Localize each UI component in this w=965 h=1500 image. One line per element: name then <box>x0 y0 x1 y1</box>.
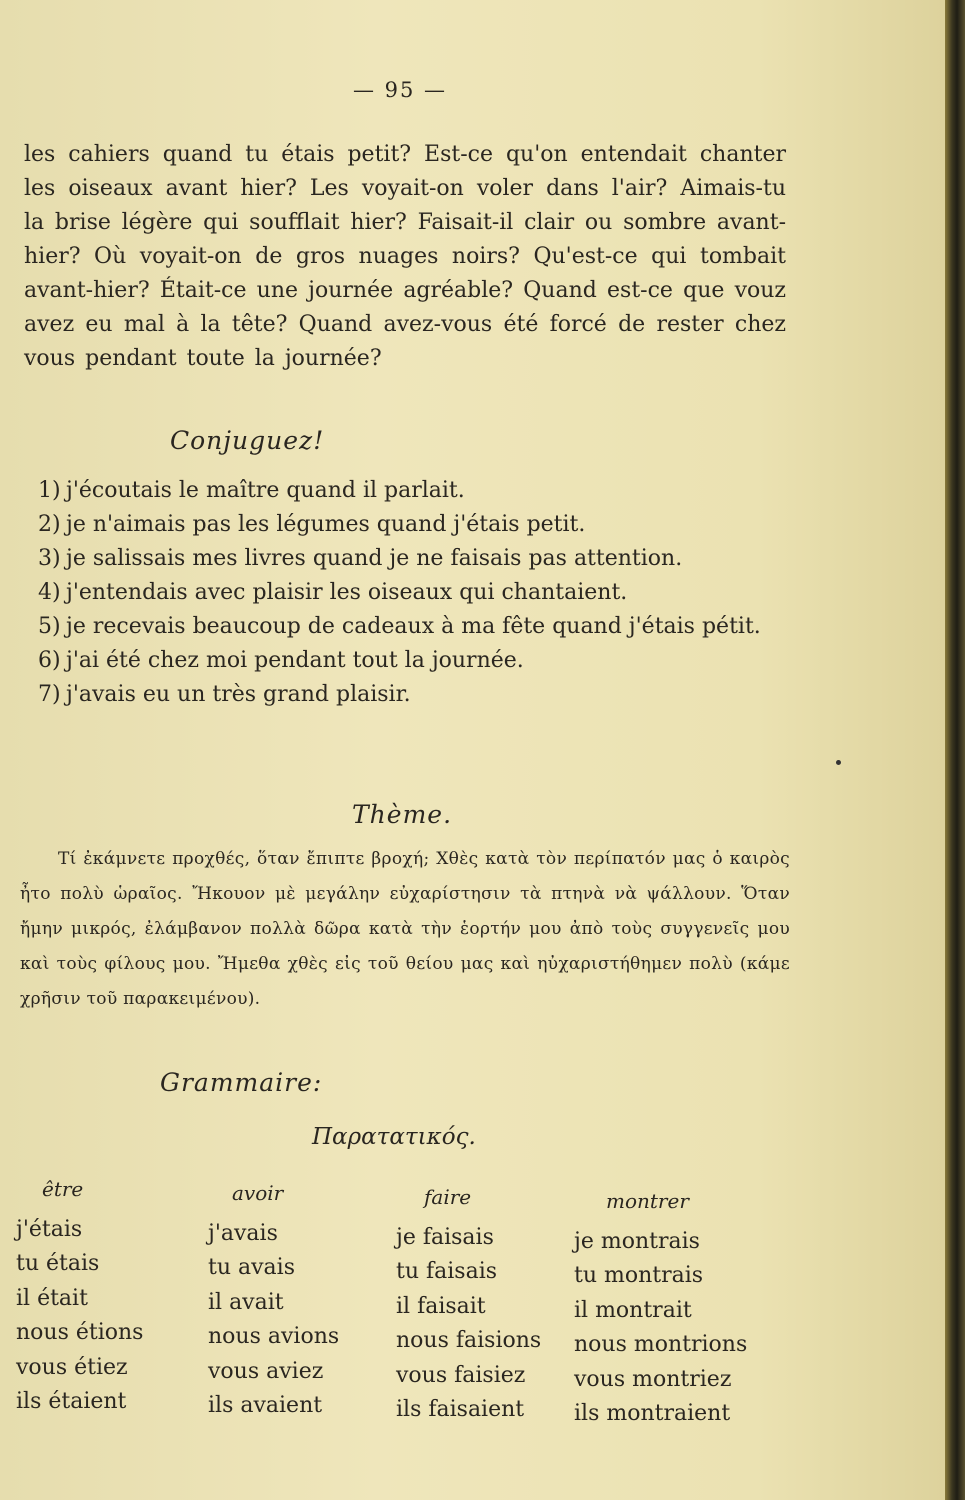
verb-form: vous faisiez <box>396 1362 526 1388</box>
column-heading: montrer <box>606 1189 689 1213</box>
verb-form: nous faisions <box>396 1328 542 1353</box>
list-item <box>38 542 798 576</box>
item-number: 6) <box>38 648 61 673</box>
verb-form: il faisait <box>396 1293 486 1319</box>
verb-form: tu faisais <box>396 1259 498 1284</box>
item-number: 4) <box>38 580 61 605</box>
list-item <box>38 474 798 508</box>
ink-speck <box>836 760 841 765</box>
verb-column-avoir <box>208 1176 339 1424</box>
verb-column-faire <box>396 1180 541 1428</box>
grammar-subheading: Παρατατικός. <box>312 1124 476 1150</box>
item-number: 7) <box>38 682 61 707</box>
verb-form: j'avais <box>208 1220 278 1246</box>
page-number: — 95 — <box>352 78 448 102</box>
verb-form: tu montrais <box>574 1263 704 1288</box>
verb-column-etre <box>16 1172 143 1420</box>
item-text: j'ai été chez moi pendant tout la journée. <box>66 648 524 673</box>
verb-form: vous aviez <box>208 1358 324 1384</box>
item-number: 5) <box>38 614 61 639</box>
verb-form: vous étiez <box>16 1354 128 1380</box>
verb-form: j'étais <box>16 1216 83 1242</box>
verb-form: vous montriez <box>574 1366 732 1392</box>
verb-form: ils faisaient <box>396 1397 525 1422</box>
verb-form: nous montrions <box>574 1332 748 1357</box>
column-heading: être <box>42 1177 84 1201</box>
conjugation-list <box>38 474 798 712</box>
verb-form: il était <box>16 1285 88 1311</box>
verb-form: nous étions <box>16 1320 144 1345</box>
verb-form: nous avions <box>208 1324 340 1349</box>
verb-form: tu avais <box>208 1255 295 1280</box>
verb-form: il avait <box>208 1289 284 1315</box>
verb-column-montrer <box>574 1184 747 1432</box>
item-text: j'avais eu un très grand plaisir. <box>66 682 411 707</box>
list-item <box>38 678 798 712</box>
book-spine <box>945 0 965 1500</box>
item-text: je n'aimais pas les légumes quand j'étais petit. <box>66 512 586 537</box>
verb-form: ils étaient <box>16 1389 127 1414</box>
item-text: j'entendais avec plaisir les oiseaux qui chantaient. <box>66 580 628 605</box>
conjuguez-heading: Conjuguez! <box>170 426 325 455</box>
verb-form: je faisais <box>396 1224 494 1250</box>
verb-form: ils avaient <box>208 1393 323 1418</box>
list-item <box>38 576 798 610</box>
list-item <box>38 644 798 678</box>
theme-text: Τί ἐκάμνετε προχθές, ὅταν ἔπιπτε βροχή; Χθὲς κατὰ τὸν περίπατόν μας ὁ καιρὸς ἦτο πολὺ ὡραῖος. Ἤκουον μὲ μεγάλην εὐχαρίστησιν τὰ πτηνὰ νὰ ψάλλουν. Ὅταν ἤμην μικρός, ἐλάμβανον πολλὰ δῶρα κατὰ τὴν ἑορτήν μου ἀπὸ τοὺς συγγενεῖς μου καὶ τοὺς φίλους μου. Ἤμεθα χθὲς εἰς τοῦ θείου μας καὶ ηὐχαριστήθημεν πολὺ (κάμε χρῆσιν τοῦ παρακειμένου). <box>20 849 790 1009</box>
grammaire-heading: Grammaire: <box>160 1068 323 1097</box>
item-text: je salissais mes livres quand je ne faisais pas attention. <box>66 546 683 571</box>
list-item <box>38 610 798 644</box>
list-item <box>38 508 798 542</box>
theme-heading: Thème. <box>352 800 453 829</box>
column-heading: avoir <box>232 1181 284 1205</box>
item-number: 1) <box>38 478 61 503</box>
item-number: 2) <box>38 512 61 537</box>
verb-form: tu étais <box>16 1251 100 1276</box>
item-number: 3) <box>38 546 61 571</box>
column-heading: faire <box>424 1185 472 1209</box>
intro-paragraph: les cahiers quand tu étais petit? Est-ce qu'on entendait chanter les oiseaux avant hier? Les voyait-on voler dans l'air? Aimais-tu la brise légère qui soufflait hier? Faisait-il clair ou sombre avant-hier? Où voyait-on de gros nuages noirs? Qu'est-ce qui tombait avant-hier? Était-ce une journée agréable? Quand est-ce que vouz avez eu mal à la tête? Quand avez-vous été forcé de rester chez vous pendant toute la journée? <box>24 142 786 371</box>
item-text: j'écoutais le maître quand il parlait. <box>66 478 465 503</box>
verb-form: ils montraient <box>574 1401 731 1426</box>
item-text: je recevais beaucoup de cadeaux à ma fête quand j'étais pétit. <box>66 614 761 639</box>
verb-form: il montrait <box>574 1297 692 1323</box>
verb-form: je montrais <box>574 1228 700 1254</box>
